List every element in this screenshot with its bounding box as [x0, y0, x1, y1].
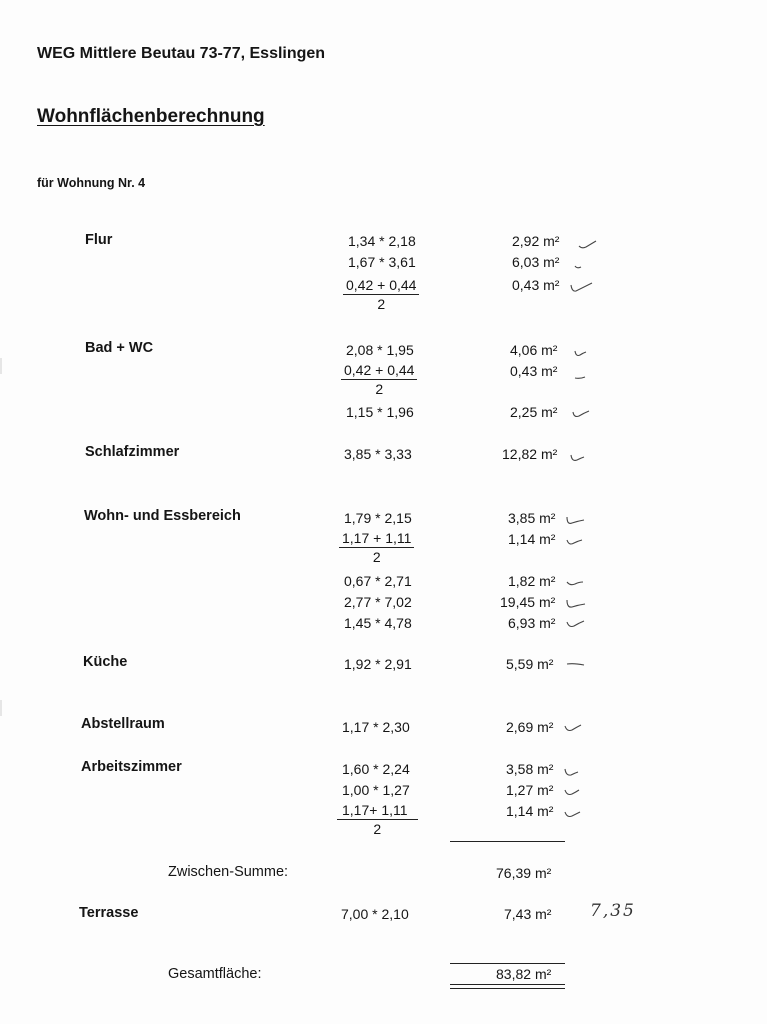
checkmark-icon [564, 720, 584, 730]
area-value: 6,93 m² [508, 615, 556, 631]
formula: 2,08 * 1,95 [346, 342, 414, 358]
area-value: 4,06 m² [510, 342, 558, 358]
formula: 2,77 * 7,02 [344, 594, 412, 610]
checkmark-icon [574, 346, 594, 356]
area-value: 19,45 m² [500, 594, 556, 610]
formula: 1,60 * 2,24 [342, 761, 410, 777]
checkmark-icon [566, 513, 586, 523]
formula: 3,85 * 3,33 [344, 446, 412, 462]
subtotal-value: 76,39 m² [496, 865, 552, 881]
checkmark-icon [566, 534, 586, 544]
total-rule-double-1 [450, 984, 565, 985]
area-value: 6,03 m² [512, 254, 560, 270]
formula: 1,92 * 2,91 [344, 656, 412, 672]
area-value: 0,43 m² [512, 277, 560, 293]
area-value: 3,58 m² [506, 761, 554, 777]
fraction-formula: $\frac{0,42 + 0,44}{2}$ [341, 361, 417, 398]
subtotal-rule [450, 841, 565, 842]
total-rule-top [450, 963, 565, 964]
checkmark-icon [574, 369, 594, 379]
formula: 1,17 * 2,30 [342, 719, 410, 735]
area-value: 1,14 m² [508, 531, 556, 547]
room-name-wohn-essbereich: Wohn- und Essbereich [84, 508, 241, 524]
checkmark-icon [564, 764, 584, 774]
total-label: Gesamtfläche: [168, 966, 262, 982]
area-value: 5,59 m² [506, 656, 554, 672]
subtotal-label: Zwischen-Summe: [168, 864, 289, 880]
checkmark-icon [572, 406, 592, 416]
total-rule-double-2 [450, 988, 565, 989]
area-value: 12,82 m² [502, 446, 558, 462]
checkmark-icon [566, 575, 586, 585]
formula: 1,00 * 1,27 [342, 782, 410, 798]
formula: 1,45 * 4,78 [344, 615, 412, 631]
total-value: 83,82 m² [496, 966, 552, 982]
room-name-arbeitszimmer: Arbeitszimmer [81, 759, 182, 775]
room-name-flur: Flur [85, 232, 113, 248]
formula: 1,34 * 2,18 [348, 233, 416, 249]
room-name-terrasse: Terrasse [79, 905, 139, 921]
area-value: 3,85 m² [508, 510, 556, 526]
room-name-abstellraum: Abstellraum [81, 716, 165, 732]
checkmark-icon [564, 784, 584, 794]
checkmark-icon [566, 657, 586, 667]
document-title: Wohnflächenberechnung [37, 106, 265, 127]
formula: 1,67 * 3,61 [348, 254, 416, 270]
formula: 7,00 * 2,10 [341, 906, 409, 922]
fraction-formula: $\frac{1,17+ 1,11}{2}$ [337, 801, 418, 838]
document-header: WEG Mittlere Beutau 73-77, Esslingen [37, 45, 326, 62]
area-value: 0,43 m² [510, 363, 558, 379]
formula: 1,15 * 1,96 [346, 404, 414, 420]
area-value: 1,14 m² [506, 803, 554, 819]
checkmark-icon [578, 237, 598, 247]
handwritten-note: 7,35 [590, 901, 636, 921]
scan-artifact [0, 700, 2, 716]
area-value: 2,25 m² [510, 404, 558, 420]
area-value: 1,27 m² [506, 782, 554, 798]
formula: 1,79 * 2,15 [344, 510, 412, 526]
room-name-bad-wc: Bad + WC [85, 340, 154, 356]
checkmark-icon [564, 806, 584, 816]
scan-artifact [0, 358, 2, 374]
apartment-subtitle: für Wohnung Nr. 4 [37, 176, 146, 190]
checkmark-icon [574, 258, 594, 268]
area-value: 1,82 m² [508, 573, 556, 589]
area-value: 2,92 m² [512, 233, 560, 249]
checkmark-icon [566, 616, 586, 626]
formula: 0,67 * 2,71 [344, 573, 412, 589]
fraction-formula: $\frac{1,17 + 1,11}{2}$ [339, 529, 414, 566]
fraction-formula: $\frac{0,42 + 0,44}{2}$ [343, 276, 419, 313]
checkmark-icon [570, 450, 590, 460]
checkmark-icon [570, 280, 590, 290]
checkmark-icon [566, 596, 586, 606]
room-name-schlafzimmer: Schlafzimmer [85, 444, 180, 460]
room-name-kueche: Küche [83, 654, 128, 670]
area-value: 7,43 m² [504, 906, 552, 922]
area-value: 2,69 m² [506, 719, 554, 735]
